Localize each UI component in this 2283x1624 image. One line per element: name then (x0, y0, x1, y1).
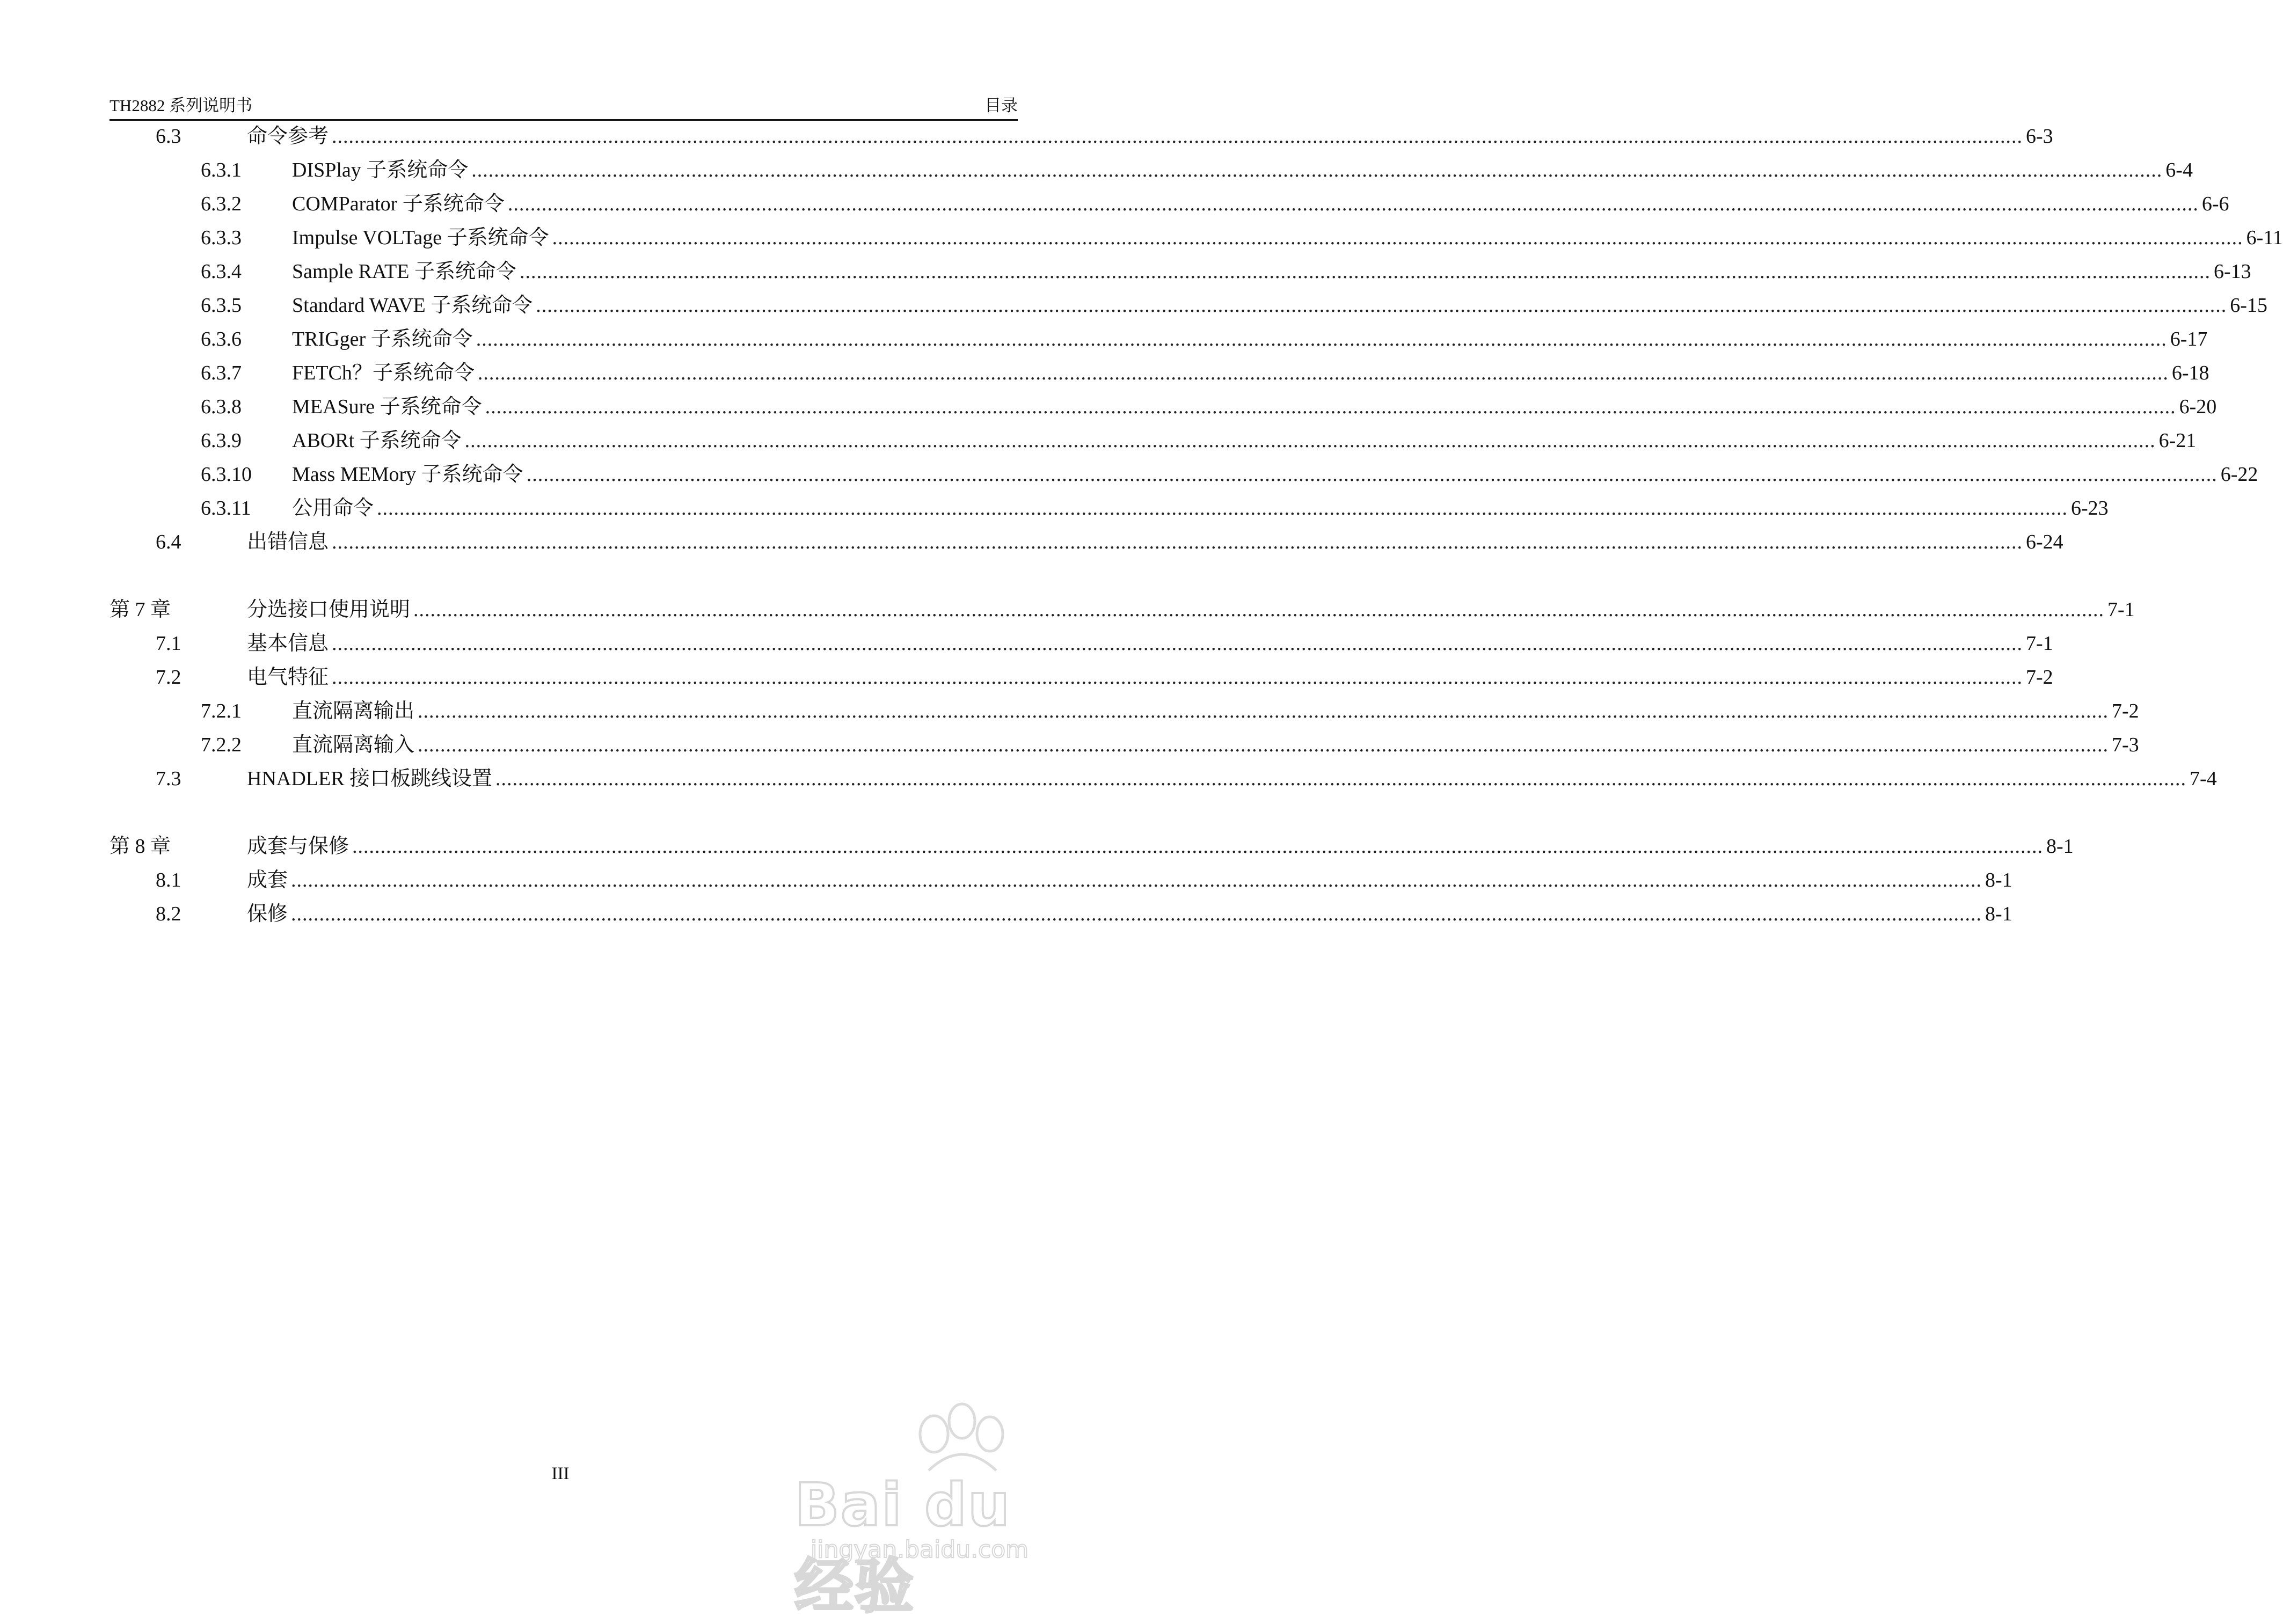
toc-title: Impulse VOLTage 子系统命令 (292, 226, 549, 249)
toc-title: 基本信息 (247, 632, 329, 655)
toc-leader-dots: ............................................................................................................................................................................................................................................................................................................ (413, 598, 2105, 621)
toc-leader-dots: ............................................................................................................................................................................................................................................................................................................ (485, 396, 2176, 418)
toc-page: 6-24 (2026, 531, 2063, 553)
toc-number: 6.3.2 (201, 193, 242, 215)
toc-leader-dots: ............................................................................................................................................................................................................................................................................................................ (477, 362, 2169, 384)
toc-page: 7-2 (2112, 700, 2139, 722)
toc-entry (0, 733, 2139, 757)
toc-title: 成套与保修 (247, 835, 349, 858)
toc-page: 6-15 (2230, 294, 2267, 317)
toc-leader-dots: ............................................................................................................................................................................................................................................................................................................ (418, 734, 2109, 756)
toc-title: 公用命令 (292, 497, 374, 520)
toc-number: 7.2 (156, 666, 181, 689)
toc-leader-dots: ............................................................................................................................................................................................................................................................................................................ (476, 328, 2167, 350)
toc-number: 6.3.7 (201, 362, 242, 384)
toc-title: 命令参考 (247, 125, 329, 148)
toc-page: 7-1 (2026, 632, 2053, 655)
toc-title: 成套 (247, 869, 288, 891)
toc-number: 8.2 (156, 903, 181, 925)
toc-number: 6.3.3 (201, 226, 242, 249)
toc-number: 6.3.4 (201, 260, 242, 283)
toc-title: 直流隔离输出 (292, 700, 415, 722)
toc-entry (0, 294, 2267, 317)
toc-entry (0, 226, 2283, 250)
toc-number: 第 8 章 (110, 835, 171, 858)
toc-page: 8-1 (1985, 903, 2012, 925)
toc-number: 6.3.1 (201, 159, 242, 181)
toc-number: 6.3.11 (201, 497, 251, 520)
toc-title: TRIGger 子系统命令 (292, 328, 473, 350)
toc-number: 第 7 章 (110, 598, 171, 621)
header-section: 目录 (984, 96, 1018, 115)
toc-title: DISPlay 子系统命令 (292, 159, 469, 181)
toc-page: 6-3 (2026, 125, 2053, 148)
toc-number: 6.3 (156, 125, 181, 148)
page-header (110, 92, 1018, 119)
toc-entry (0, 260, 2251, 283)
toc-entry (0, 632, 2053, 655)
toc-leader-dots: ............................................................................................................................................................................................................................................................................................................ (377, 497, 2068, 520)
toc-leader-dots: ............................................................................................................................................................................................................................................................................................................ (291, 869, 1982, 891)
toc-page: 6-23 (2071, 497, 2109, 520)
toc-entry (0, 429, 2197, 452)
toc-leader-dots: ............................................................................................................................................................................................................................................................................................................ (332, 125, 2023, 148)
toc-page: 6-18 (2171, 362, 2209, 384)
toc-page: 6-22 (2220, 463, 2258, 486)
toc-title: Mass MEMory 子系统命令 (292, 463, 523, 486)
toc-leader-dots: ............................................................................................................................................................................................................................................................................................................ (464, 429, 2156, 452)
toc-page: 6-21 (2158, 429, 2197, 452)
toc-entry (0, 598, 2135, 621)
toc-page: 8-1 (1985, 869, 2012, 891)
toc-number: 8.1 (156, 869, 181, 891)
toc-entry (0, 665, 2053, 689)
toc-title: 保修 (247, 903, 288, 925)
watermark-url: jingyan.baidu.com (811, 1536, 1029, 1563)
toc-title: MEASure 子系统命令 (292, 396, 482, 418)
toc-title: ABORt 子系统命令 (292, 429, 462, 452)
toc-number: 6.3.9 (201, 429, 242, 452)
toc-leader-dots: ............................................................................................................................................................................................................................................................................................................ (332, 531, 2023, 553)
toc-entry (0, 125, 2053, 148)
toc-number: 6.3.8 (201, 396, 242, 418)
toc-entry (0, 496, 2109, 520)
toc-number: 7.2.1 (201, 700, 242, 722)
toc-page: 6-13 (2213, 260, 2251, 283)
toc-entry (0, 699, 2139, 723)
toc-entry (0, 158, 2193, 182)
header-title: TH2882 系列说明书 (110, 96, 253, 115)
toc-title: 电气特征 (247, 666, 329, 689)
toc-leader-dots: ............................................................................................................................................................................................................................................................................................................ (552, 226, 2243, 249)
toc-leader-dots: ............................................................................................................................................................................................................................................................................................................ (507, 193, 2199, 215)
toc-number: 7.2.2 (201, 734, 242, 756)
toc-page: 6-20 (2179, 396, 2217, 418)
toc-title: HNADLER 接口板跳线设置 (247, 767, 493, 790)
toc-title: Sample RATE 子系统命令 (292, 260, 516, 283)
toc-number: 6.4 (156, 531, 181, 553)
toc-page: 7-3 (2112, 734, 2139, 756)
toc-entry (0, 395, 2217, 419)
toc-entry (0, 530, 2063, 554)
page-number: III (551, 1464, 570, 1483)
toc-number: 6.3.5 (201, 294, 242, 317)
toc-title: 分选接口使用说明 (247, 598, 411, 621)
toc-leader-dots: ............................................................................................................................................................................................................................................................................................................ (332, 632, 2023, 655)
header-rule (110, 119, 1018, 121)
toc-number: 6.3.6 (201, 328, 242, 350)
toc-page: 6-6 (2201, 193, 2229, 215)
toc-page: 6-11 (2246, 226, 2283, 249)
toc-leader-dots: ............................................................................................................................................................................................................................................................................................................ (471, 159, 2163, 181)
toc-leader-dots: ............................................................................................................................................................................................................................................................................................................ (526, 463, 2218, 486)
toc-entry (0, 463, 2258, 486)
toc-entry (0, 327, 2208, 351)
watermark-brand: Bai du 经验 (794, 1471, 1011, 1621)
toc-leader-dots: ............................................................................................................................................................................................................................................................................................................ (291, 903, 1982, 925)
toc-number: 7.3 (156, 767, 181, 790)
toc-title: 直流隔离输入 (292, 734, 415, 756)
toc-number: 7.1 (156, 632, 181, 655)
toc-leader-dots: ............................................................................................................................................................................................................................................................................................................ (495, 767, 2187, 790)
toc-page: 6-17 (2170, 328, 2208, 350)
toc-entry (0, 902, 2012, 926)
toc-number: 6.3.10 (201, 463, 252, 486)
toc-page: 8-1 (2046, 835, 2074, 858)
toc-page: 7-1 (2107, 598, 2135, 621)
toc-title: COMParator 子系统命令 (292, 193, 505, 215)
toc-page: 7-2 (2026, 666, 2053, 689)
toc-entry (0, 868, 2012, 892)
toc-leader-dots: ............................................................................................................................................................................................................................................................................................................ (536, 294, 2227, 317)
toc-entry (0, 835, 2074, 858)
toc-title: Standard WAVE 子系统命令 (292, 294, 533, 317)
toc-entry (0, 767, 2217, 791)
toc-entry (0, 192, 2229, 216)
toc-leader-dots: ............................................................................................................................................................................................................................................................................................................ (519, 260, 2211, 283)
toc-leader-dots: ............................................................................................................................................................................................................................................................................................................ (352, 835, 2044, 858)
toc-title: FETCh？子系统命令 (292, 362, 475, 384)
toc-page: 7-4 (2190, 767, 2217, 790)
toc-entry (0, 361, 2209, 385)
toc-leader-dots: ............................................................................................................................................................................................................................................................................................................ (418, 700, 2109, 722)
toc-leader-dots: ............................................................................................................................................................................................................................................................................................................ (332, 666, 2023, 689)
toc-title: 出错信息 (247, 531, 329, 553)
toc-page: 6-4 (2165, 159, 2193, 181)
